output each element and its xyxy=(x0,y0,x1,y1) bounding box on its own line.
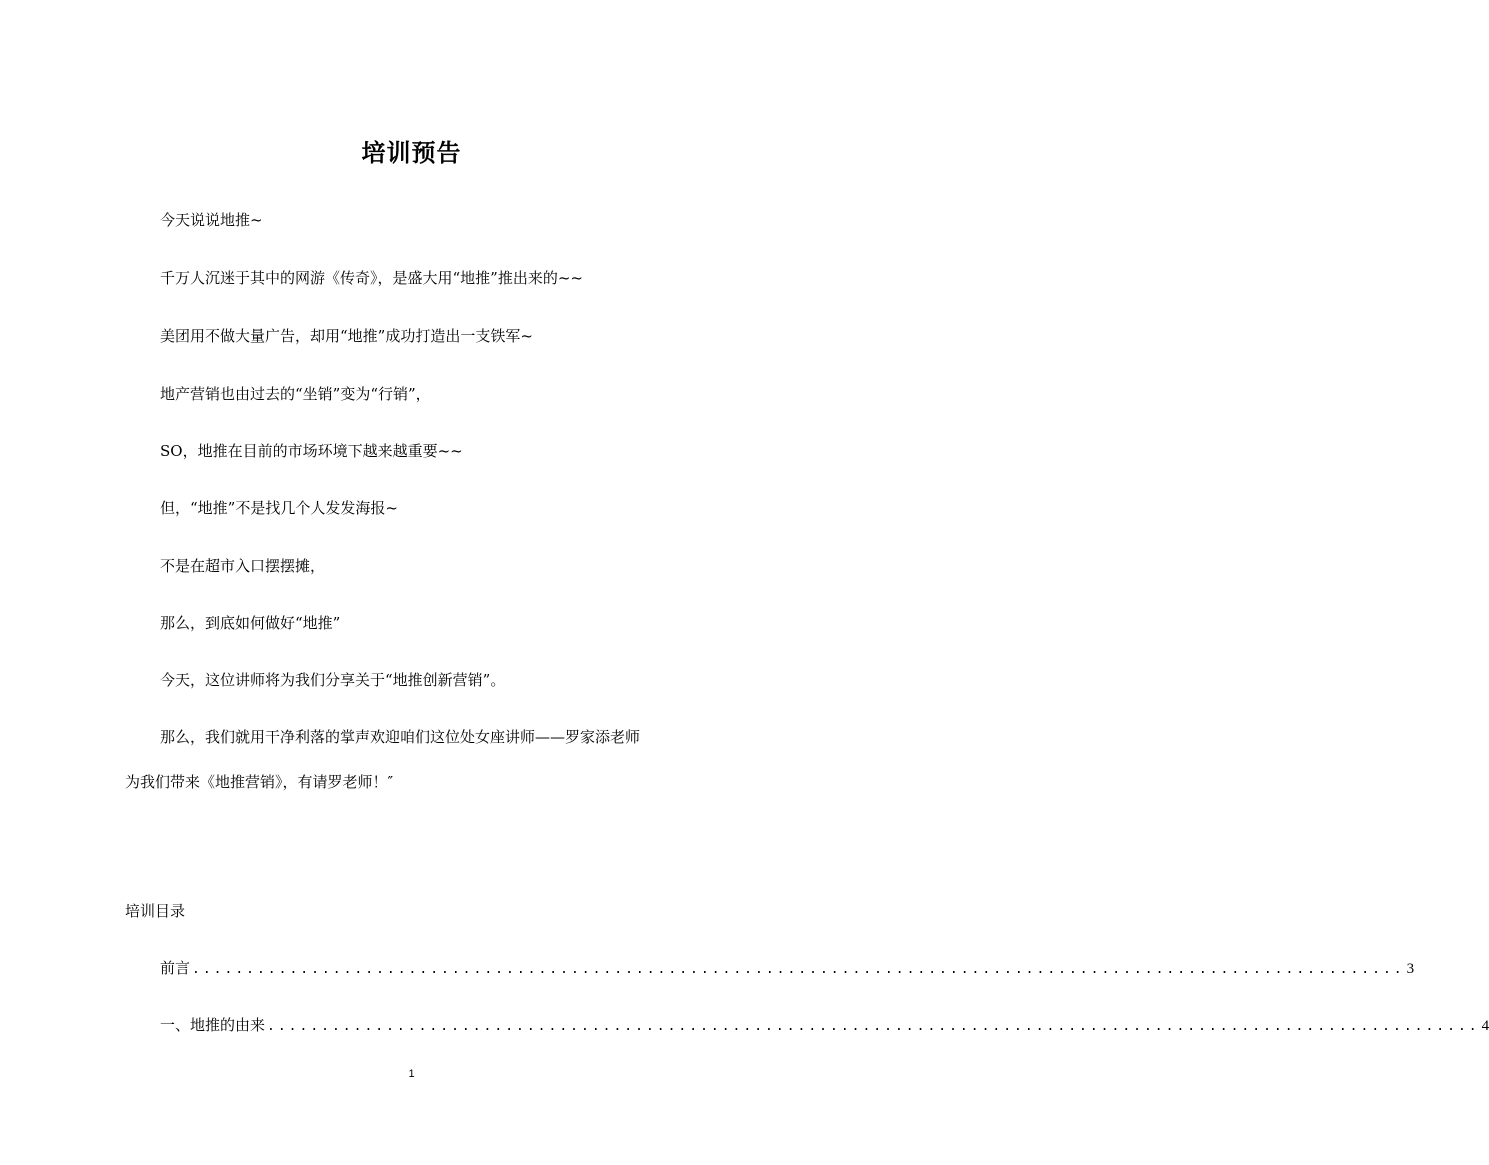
paragraph-7: 不是在超市入口摆摆摊， xyxy=(160,557,326,575)
document-title: 培训预告 xyxy=(361,138,462,167)
paragraph-5: SO，地推在目前的市场环境下越来越重要~~ xyxy=(160,442,463,460)
paragraph-2: 千万人沉迷于其中的网游《传奇》，是盛大用“地推”推出来的~~ xyxy=(160,269,583,287)
paragraph-4: 地产营销也由过去的“坐销”变为“行销”， xyxy=(160,385,431,403)
paragraph-10-continuation: 为我们带来《地推营销》，有请罗老师！″ xyxy=(125,773,394,791)
toc-entry-label: 前言 xyxy=(160,959,191,977)
toc-title: 培训目录 xyxy=(125,902,186,920)
toc-entry-page: 3 xyxy=(1406,961,1415,977)
paragraph-1: 今天说说地推~ xyxy=(160,211,263,229)
toc-entry[interactable] xyxy=(160,1015,1489,1035)
paragraph-3: 美团用不做大量广告，却用“地推”成功打造出一支铁军~ xyxy=(160,327,533,345)
paragraph-9: 今天，这位讲师将为我们分享关于“地推创新营销”。 xyxy=(160,671,506,689)
page-number: 1 xyxy=(408,1068,415,1080)
paragraph-6: 但，“地推”不是找几个人发发海报~ xyxy=(160,499,398,517)
toc-entry[interactable] xyxy=(160,958,1415,978)
toc-entry-label: 一、地推的由来 xyxy=(160,1016,266,1034)
toc-leader-dots: ................................................................................................................ xyxy=(267,1019,1480,1034)
paragraph-10: 那么，我们就用干净利落的掌声欢迎咱们这位处女座讲师——罗家添老师 xyxy=(160,728,641,746)
toc-entry-page: 4 xyxy=(1481,1018,1489,1034)
toc-leader-dots: ................................................................................................................ xyxy=(192,962,1405,977)
paragraph-8: 那么，到底如何做好“地推” xyxy=(160,614,341,632)
